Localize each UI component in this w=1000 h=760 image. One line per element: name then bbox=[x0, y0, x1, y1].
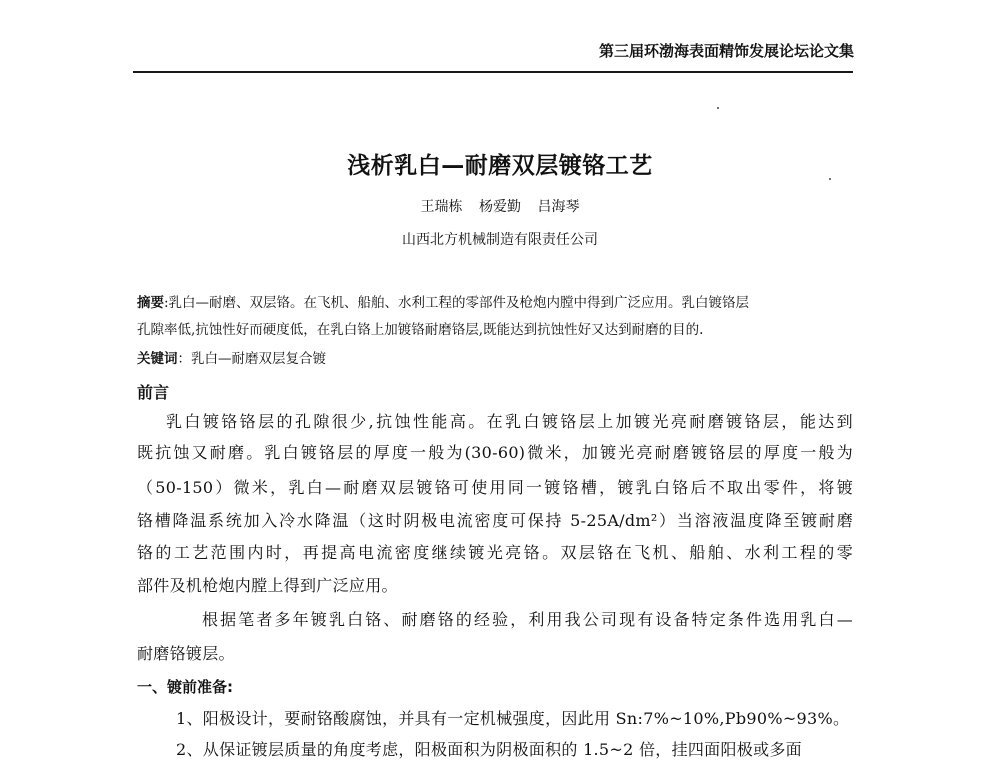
proceedings-header: 第三届环渤海表面精饰发展论坛论文集 bbox=[598, 42, 854, 60]
para2-line: 耐磨铬镀层。 bbox=[137, 644, 235, 663]
abstract-text-1: :乳白—耐磨、双层铬。在飞机、船舶、水利工程的零部件及枪炮内膛中得到广泛应用。乳白镀铬层 bbox=[164, 295, 750, 311]
preface-line: （50-150）微米，乳白—耐磨双层镀铬可使用同一镀铬槽，镀乳白铬后不取出零件，将镀 bbox=[137, 478, 853, 497]
keywords-line bbox=[137, 347, 853, 367]
section-heading-prep: 一、镀前准备: bbox=[137, 678, 233, 696]
preface-line: 铬的工艺范围内时，再提高电流密度继续镀光亮铬。双层铬在飞机、船舶、水利工程的零 bbox=[137, 543, 853, 562]
prep-item: 2、从保证镀层质量的角度考虑，阳极面积为阴极面积的 1.5~2 倍，挂四面阳极或多面 bbox=[176, 740, 802, 759]
paper-authors: 王瑞栋 杨爱勤 吕海琴 bbox=[420, 199, 580, 215]
keywords-label: 关键词 bbox=[137, 351, 178, 367]
preface-line: 既抗蚀又耐磨。乳白镀铬层的厚度一般为(30-60)微米，加镀光亮耐磨镀铬层的厚度一般为 bbox=[137, 443, 853, 462]
paper-affiliation: 山西北方机械制造有限责任公司 bbox=[402, 232, 598, 248]
abstract-label: 摘要 bbox=[137, 295, 164, 311]
abstract-line-1 bbox=[137, 291, 853, 311]
header-rule bbox=[133, 71, 853, 73]
para2-line: 根据笔者多年镀乳白铬、耐磨铬的经验，利用我公司现有设备特定条件选用乳白— bbox=[202, 610, 853, 629]
preface-line: 乳白镀铬铬层的孔隙很少,抗蚀性能高。在乳白镀铬层上加镀光亮耐磨镀铬层，能达到 bbox=[166, 412, 853, 431]
abstract-line-2: 孔隙率低,抗蚀性好而硬度低，在乳白铬上加镀铬耐磨铬层,既能达到抗蚀性好又达到耐磨的目的. bbox=[137, 322, 704, 338]
keywords-text: ：乳白—耐磨双层复合镀 bbox=[177, 351, 326, 367]
section-heading-preface: 前言 bbox=[137, 383, 170, 402]
paper-title: 浅析乳白—耐磨双层镀铬工艺 bbox=[347, 153, 653, 179]
preface-line: 铬槽降温系统加入冷水降温（这时阴极电流密度可保持 5-25A/dm²）当溶液温度降至镀耐磨 bbox=[137, 511, 853, 530]
prep-item: 1、阳极设计，要耐铬酸腐蚀，并具有一定机械强度，因此用 Sn:7%~10%,Pb90%~93%。 bbox=[176, 709, 850, 728]
preface-line: 部件及机枪炮内膛上得到广泛应用。 bbox=[137, 576, 398, 595]
scan-speck bbox=[717, 107, 719, 109]
